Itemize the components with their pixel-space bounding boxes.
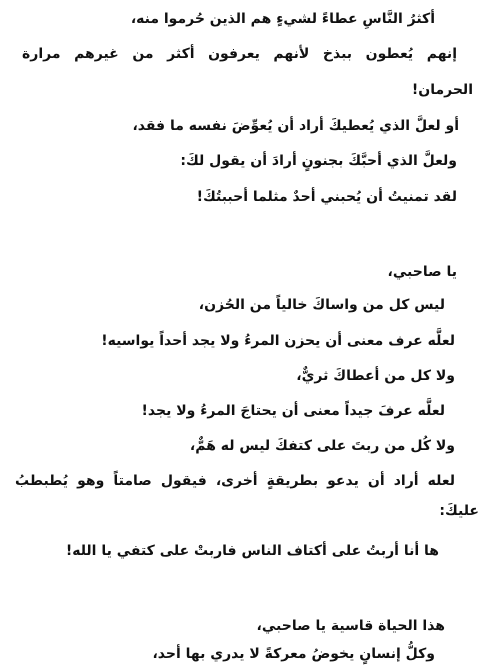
text-line-7: يا صاحبي،: [387, 264, 457, 280]
text-line-13: لعله أراد أن يدعو بطريقةٍ أخرى، فيقول صامتاً وهو يُطبطبُ: [15, 473, 455, 489]
text-line-11: لعلَّه عرفَ جيداً معنى أن يحتاجَ المرءُ ولا يجد!: [141, 403, 445, 419]
text-line-17: وكلُّ إنسانٍ يخوضُ معركةً لا يدري بها أحد،: [152, 646, 435, 662]
text-line-1: أكثرُ النَّاسِ عطاءً لشيءٍ هم الذين حُرموا منه،: [130, 11, 435, 27]
text-line-12: ولا كُل من ربتَ على كتفكَ ليس له هَمٌّ،: [189, 438, 455, 454]
text-line-9: لعلَّه عرف معنى أن يحزن المرءُ ولا يجد أحداً يواسيه!: [101, 333, 455, 349]
text-line-14: عليكَ:: [439, 503, 479, 519]
text-line-8: ليس كل من واساكَ خالياً من الحُزن،: [198, 297, 445, 313]
text-line-3: الحرمان!: [411, 82, 473, 98]
text-line-16: هذا الحياة قاسية يا صاحبي،: [256, 618, 445, 634]
text-line-6: لقد تمنيتُ أن يُحبني أحدٌ مثلما أحببتُكَ!: [196, 189, 457, 205]
text-line-5: ولعلَّ الذي أحبَّكَ بجنونٍ أرادَ أن يقول لكَ:: [180, 153, 457, 169]
text-line-15: ها أنا أربتُ على أكتاف الناس فاربتْ على كتفي يا الله!: [65, 543, 439, 559]
text-line-10: ولا كل من أعطاكَ ثريٌّ،: [296, 368, 455, 384]
text-line-4: أو لعلَّ الذي يُعطيكَ أراد أن يُعوِّضَ نفسه ما فقد،: [132, 118, 459, 134]
text-line-2: إنهم يُعطون ببذخ لأنهم يعرفون أكثر من غيرهم مرارة: [22, 46, 457, 62]
